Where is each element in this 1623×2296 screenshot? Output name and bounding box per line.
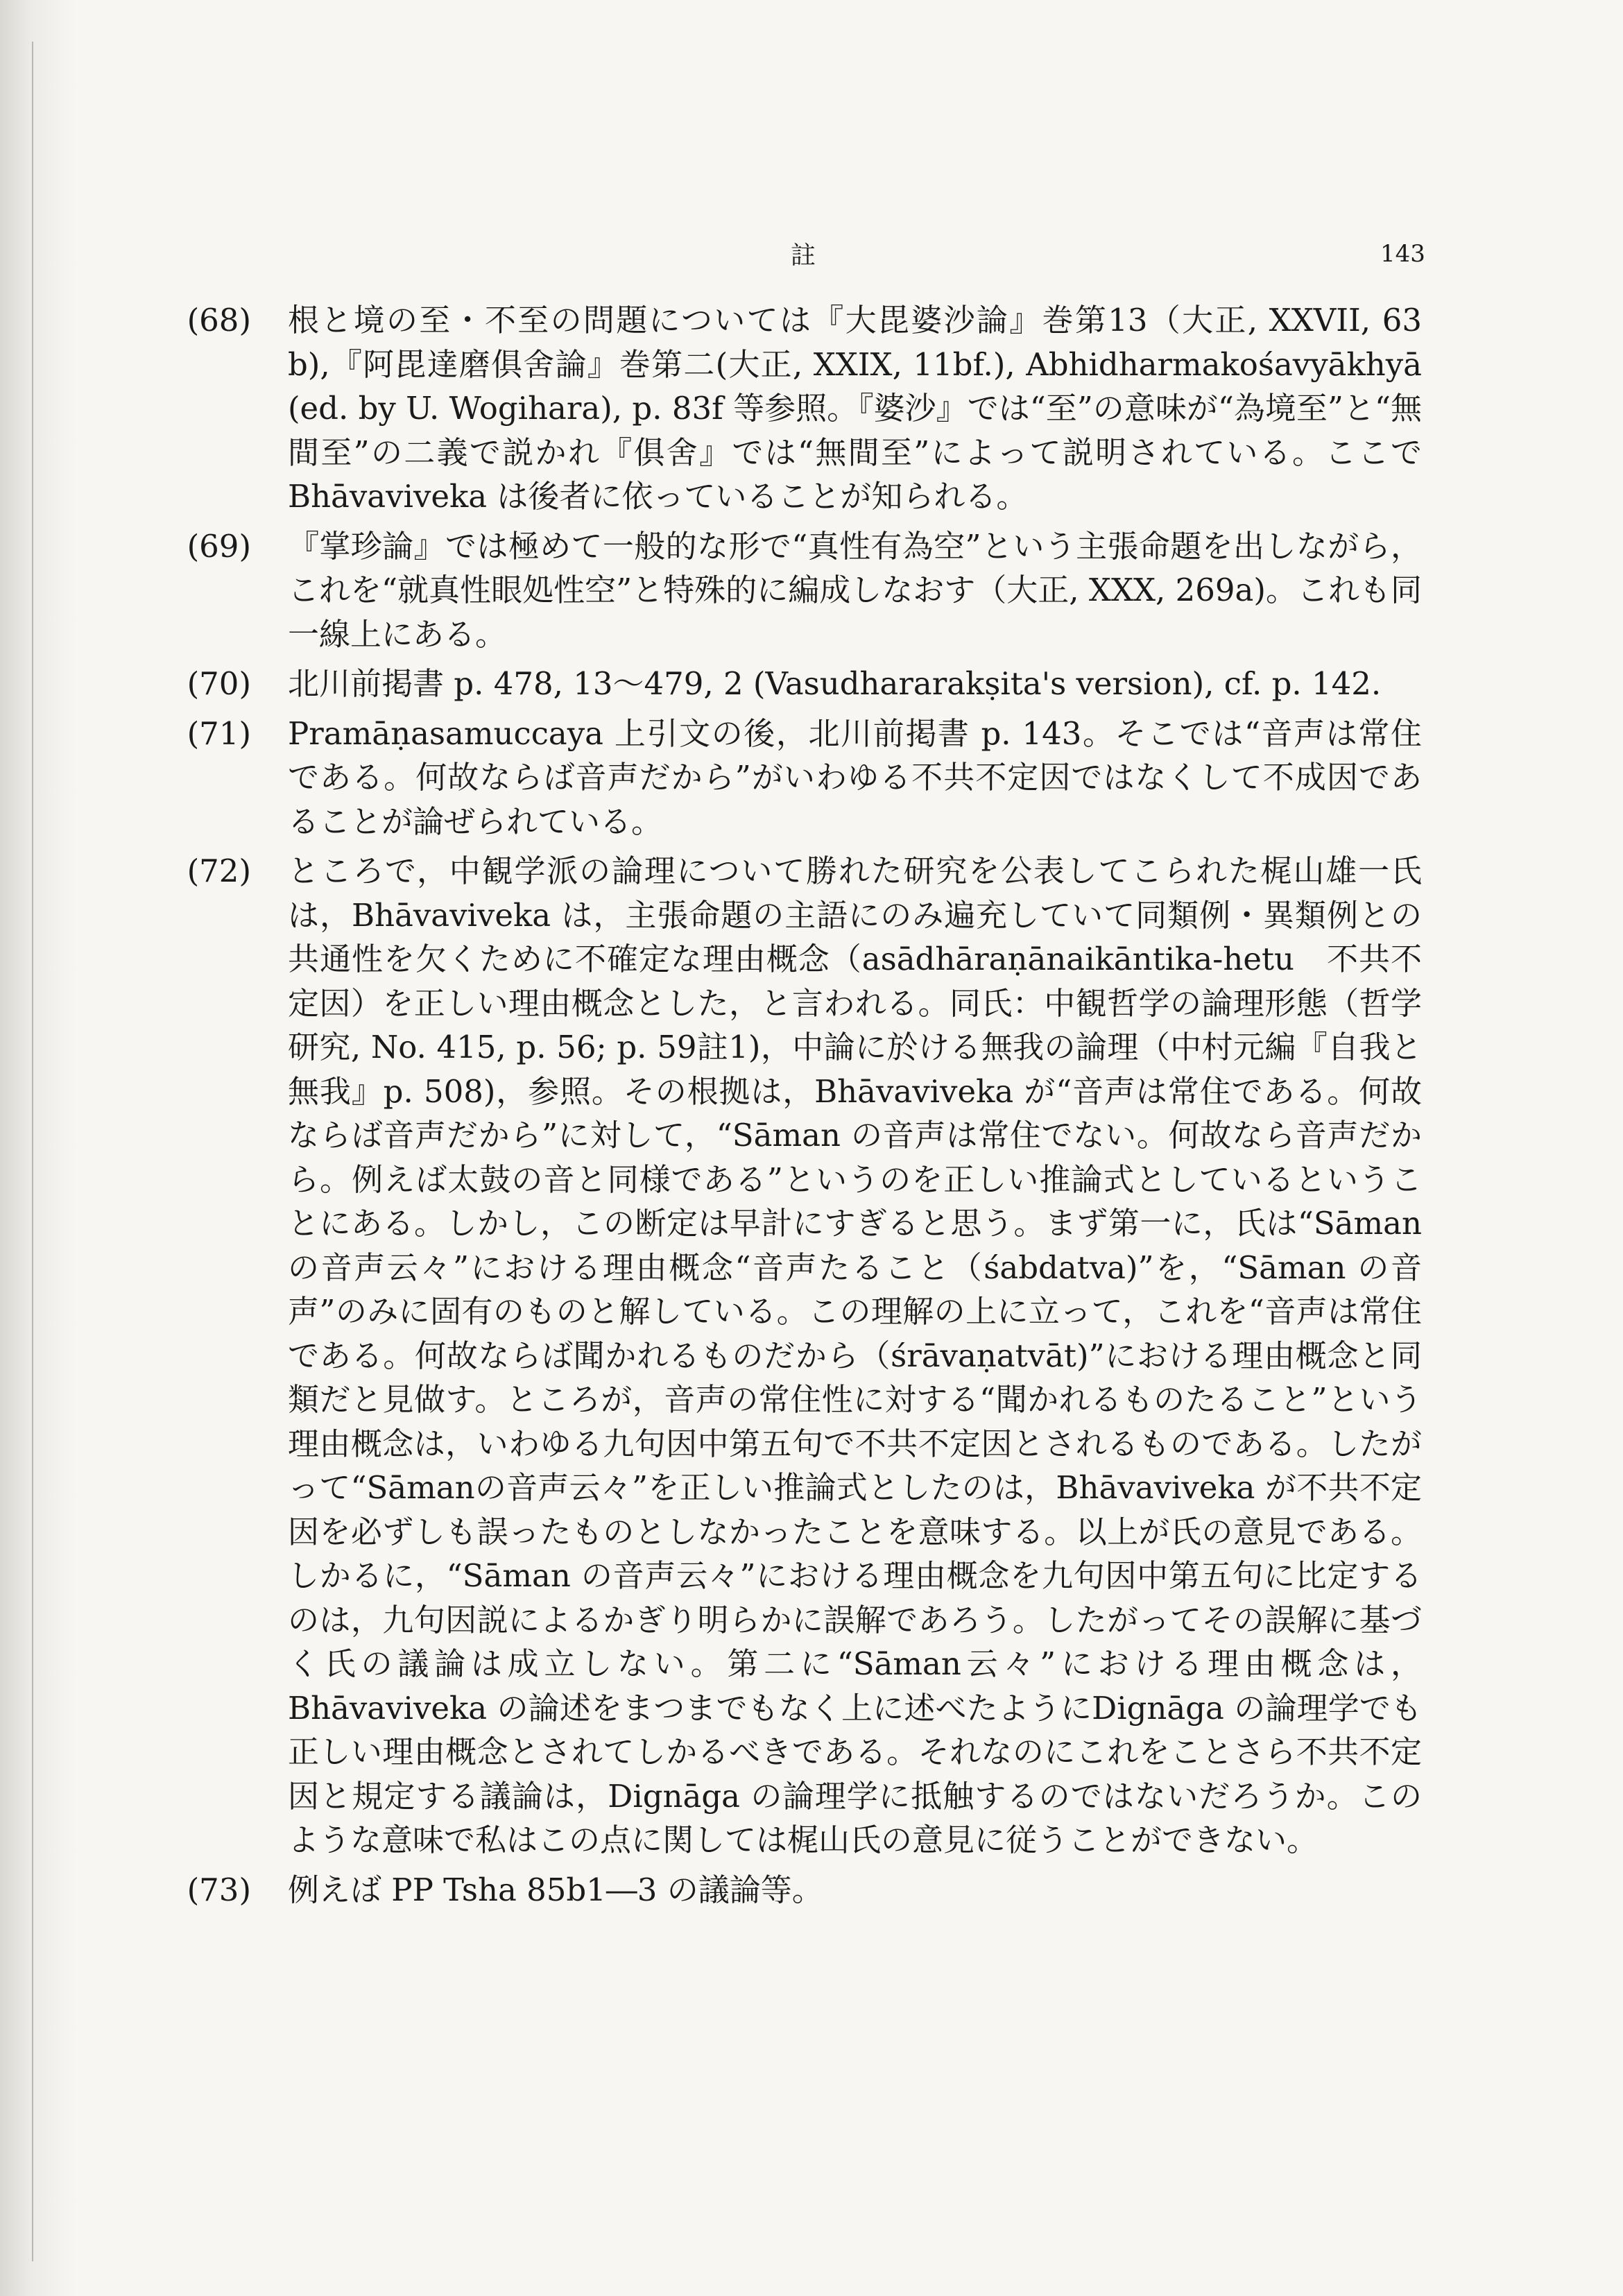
endnotes-list — [187, 298, 1422, 1917]
note-text: 北川前掲書 p. 478, 13〜479, 2 (Vasudhararakṣita's version), cf. p. 142. — [288, 665, 1382, 702]
running-head: 註 — [791, 241, 818, 270]
note-70 — [187, 662, 1422, 706]
note-text: ところで，中観学派の論理について勝れた研究を公表してこられた梶山雄一氏は，Bhāvaviveka は，主張命題の主語にのみ遍充していて同類例・異類例との共通性を欠くために不確定な理由概念（asādhāraṇānaikāntika-hetu 不共不定因）を正しい理由概念とした，と言われる。同氏：中観哲学の論理形態（哲学研究, No. 415, p. 56; p. 59註1)，中論に於ける無我の論理（中村元編『自我と無我』p. 508)，参照。その根拠は，Bhāvaviveka が“音声は常住である。何故ならば音声だから”に対して，“Sāman の音声は常住でない。何故なら音声だから。例えば太鼓の音と同様である”というのを正しい推論式としているということにある。しかし，この断定は早計にすぎると思う。まず第一に，氏は“Sāman の音声云々”における理由概念“音声たること（śabdatva)”を，“Sāman の音声”のみに固有のものと解している。この理解の上に立って，これを“音声は常住である。何故ならば聞かれるものだから（śrāvaṇatvāt)”における理由概念と同類だと見做す。ところが，音声の常住性に対する“聞かれるものたること”という理由概念は，いわゆる九句因中第五句で不共不定因とされるものである。したがって“Sāmanの音声云々”を正しい推論式としたのは，Bhāvaviveka が不共不定因を必ずしも誤ったものとしなかったことを意味する。以上が氏の意見である。しかるに，“Sāman の音声云々”における理由概念を九句因中第五句に比定するのは，九句因説によるかぎり明らかに誤解であろう。したがってその誤解に基づく氏の議論は成立しない。第二に“Sāman云々”における理由概念は，Bhāvaviveka の論述をまつまでもなく上に述べたようにDignāga の論理学でも正しい理由概念とされてしかるべきである。それなのにこれをことさら不共不定因と規定する議論は，Dignāga の論理学に抵触するのではないだろうか。このような意味で私はこの点に関しては梶山氏の意見に従うことができない。 — [288, 853, 1422, 1858]
note-71 — [187, 712, 1422, 844]
page-binding-shadow — [0, 0, 76, 2296]
binding-edge-line — [32, 42, 33, 2261]
note-text: 例えば PP Tsha 85b1―3 の議論等。 — [288, 1871, 823, 1908]
note-number: (68) — [187, 302, 251, 339]
note-number: (70) — [187, 665, 251, 702]
note-number: (72) — [187, 853, 251, 889]
note-73 — [187, 1868, 1422, 1912]
page-number: 143 — [1380, 240, 1425, 268]
note-text: 『掌珍論』では極めて一般的な形で“真性有為空”という主張命題を出しながら，これを“就真性眼処性空”と特殊的に編成しなおす（大正, XXX, 269a)。これも同一線上にある。 — [288, 527, 1422, 653]
note-68 — [187, 298, 1422, 519]
note-69 — [187, 524, 1422, 657]
note-text: 根と境の至・不至の問題については『大毘婆沙論』巻第13（大正, XXVII, 63 b),『阿毘達磨俱舍論』巻第二(大正, XXIX, 11bf.), Abhidharmakośavyākhyā (ed. by U. Wogihara), p. 83f 等参照。『婆沙』では“至”の意味が“為境至”と“無間至”の二義で説かれ『俱舍』では“無間至”によって説明されている。ここで Bhāvaviveka は後者に依っていることが知られる。 — [288, 302, 1422, 515]
note-number: (71) — [187, 714, 251, 752]
note-72 — [187, 849, 1422, 1862]
page-header — [0, 236, 1623, 277]
note-text: Pramāṇasamuccaya 上引文の後，北川前掲書 p. 143。そこでは“音声は常住である。何故ならば音声だから”がいわゆる不共不定因ではなくして不成因であることが論ぜられている。 — [288, 714, 1422, 840]
note-number: (69) — [187, 527, 251, 565]
note-number: (73) — [187, 1871, 251, 1908]
